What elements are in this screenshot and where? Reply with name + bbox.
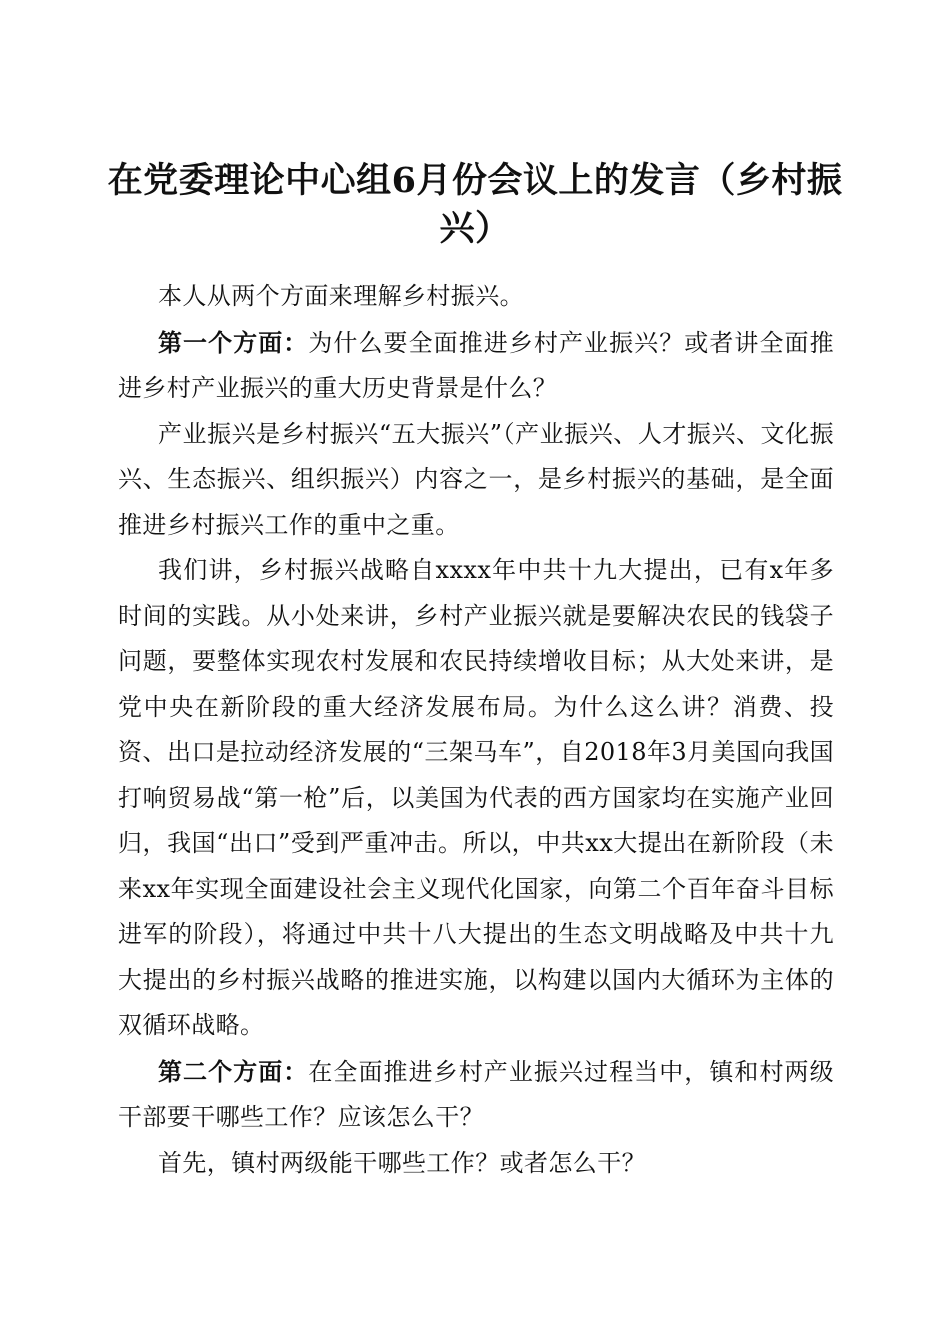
document-title: 在党委理论中心组6月份会议上的发言（乡村振兴）: [107, 160, 843, 250]
paragraph-first-question: [118, 1141, 834, 1187]
document-body: [118, 274, 834, 1186]
paragraph-text: 产业振兴是乡村振兴“五大振兴”（产业振兴、人才振兴、文化振兴、生态振兴、组织振兴）内容之一，是乡村振兴的基础，是全面推进乡村振兴工作的重中之重。: [118, 419, 834, 539]
paragraph-intro: [118, 274, 834, 320]
paragraph-lead: 第一个方面：: [158, 327, 309, 357]
paragraph-text: 首先，镇村两级能干哪些工作？或者怎么干？: [158, 1148, 646, 1177]
paragraph-text: 本人从两个方面来理解乡村振兴。: [158, 282, 524, 310]
paragraph-strategy-background: [118, 548, 834, 1049]
paragraph-text: 在全面推进乡村产业振兴过程当中，镇和村两级干部要干哪些工作？应该怎么干？: [118, 1057, 834, 1131]
paragraph-text: 为什么要全面推进乡村产业振兴？或者讲全面推进乡村产业振兴的重大历史背景是什么？: [118, 328, 834, 402]
paragraph-aspect-one: [118, 320, 834, 412]
paragraph-aspect-two: [118, 1049, 834, 1141]
paragraph-text: 我们讲，乡村振兴战略自xxxx年中共十九大提出，已有x年多时间的实践。从小处来讲，乡村产业振兴就是要解决农民的钱袋子问题，要整体实现农村发展和农民持续增收目标；从大处来讲，是党中央在新阶段的重大经济发展布局。为什么这么讲？消费、投资、出口是拉动经济发展的“三架马车”，自2018年3月美国向我国打响贸易战“第一枪”后，以美国为代表的西方国家均在实施产业回归，我国“出口”受到严重冲击。所以，中共xx大提出在新阶段（未来xx年实现全面建设社会主义现代化国家，向第二个百年奋斗目标进军的阶段），将通过中共十八大提出的生态文明战略及中共十九大提出的乡村振兴战略的推进实施，以构建以国内大循环为主体的双循环战略。: [118, 556, 834, 1039]
paragraph-lead: 第二个方面：: [158, 1056, 309, 1086]
paragraph-industry-revival: [118, 412, 834, 549]
